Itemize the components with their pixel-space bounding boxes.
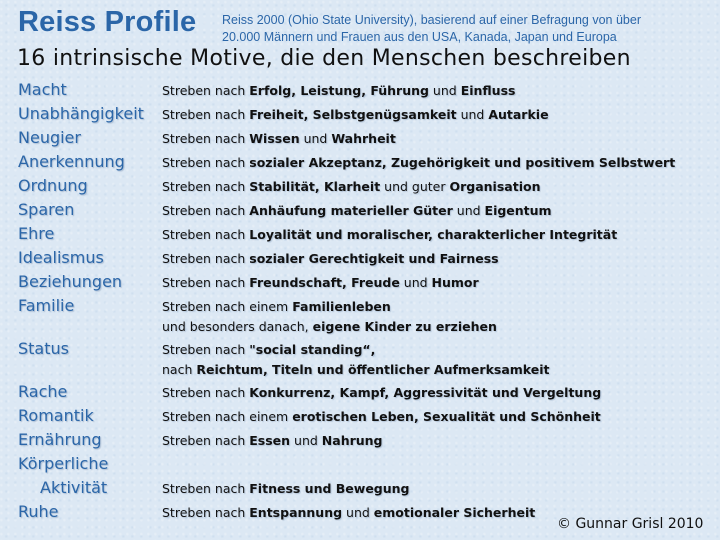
term-neugier: Neugier	[18, 128, 81, 147]
desc-emphasis-1: sozialer Akzeptanz, Zugehörigkeit und positivem Selbstwert	[249, 155, 676, 170]
desc-unabhaengigkeit	[162, 107, 549, 122]
term-status: Status	[18, 339, 69, 358]
term-ruhe: Ruhe	[18, 502, 59, 521]
term-idealismus: Idealismus	[18, 248, 104, 267]
desc-beziehungen	[162, 275, 479, 290]
desc-text-0: Streben nach	[162, 275, 250, 290]
desc-emphasis-1: Freundschaft, Freude	[249, 275, 400, 290]
desc-status-line-1	[162, 342, 375, 357]
source-line-1: Reiss 2000 (Ohio State University), basierend auf einer Befragung von über	[222, 13, 641, 27]
desc-emphasis-3: Organisation	[449, 179, 541, 194]
desc-ordnung	[162, 179, 540, 194]
desc-sparen	[162, 203, 552, 218]
desc-ernaehrung	[162, 433, 383, 448]
desc-text-0: Streben nach	[162, 385, 250, 400]
desc-text-2: und	[299, 131, 332, 146]
desc-text-2: und	[342, 505, 374, 520]
desc-text-0: Streben nach einem	[162, 409, 293, 424]
desc-ruhe	[162, 505, 535, 520]
desc-text-2: und	[456, 107, 489, 122]
desc-text-2: und guter	[380, 179, 450, 194]
desc-text-0: Streben nach	[162, 107, 250, 122]
desc-idealismus	[162, 251, 499, 266]
subtitle: 16 intrinsische Motive, die den Menschen beschreiben	[17, 46, 631, 71]
desc-familie-line-1	[162, 299, 391, 314]
desc-emphasis-1: eigene Kinder zu erziehen	[312, 319, 497, 334]
term-ordnung: Ordnung	[18, 176, 88, 195]
desc-emphasis-1: Freiheit, Selbstgenügsamkeit	[249, 107, 457, 122]
desc-text-0: Streben nach	[162, 342, 250, 357]
term-koerperliche: Körperliche	[18, 454, 109, 473]
desc-text-0: Streben nach	[162, 251, 250, 266]
desc-text-2: und	[428, 83, 461, 98]
desc-text-2: und	[399, 275, 432, 290]
desc-emphasis-3: Autarkie	[488, 107, 549, 122]
desc-emphasis-1: Anhäufung materieller Güter	[249, 203, 453, 218]
desc-familie-line-2	[162, 319, 497, 334]
page-title: Reiss Profile	[18, 6, 197, 38]
desc-emphasis-1: "social standing“,	[249, 342, 376, 357]
copyright-note: © Gunnar Grisl 2010	[557, 516, 704, 532]
desc-text-0: und besonders danach,	[162, 319, 313, 334]
term-aktivitaet: Aktivität	[40, 478, 108, 497]
term-ehre: Ehre	[18, 224, 55, 243]
desc-emphasis-1: Entspannung	[249, 505, 343, 520]
term-macht: Macht	[18, 80, 67, 99]
desc-emphasis-1: erotischen Leben, Sexualität und Schönheit	[292, 409, 601, 424]
desc-text-0: Streben nach	[162, 155, 250, 170]
desc-text-0: Streben nach	[162, 433, 250, 448]
desc-emphasis-1: Wissen	[249, 131, 300, 146]
desc-emphasis-3: Wahrheit	[331, 131, 396, 146]
desc-text-0: Streben nach	[162, 481, 250, 496]
term-ernaehrung: Ernährung	[18, 430, 102, 449]
desc-text-0: Streben nach	[162, 227, 250, 242]
desc-text-0: Streben nach	[162, 179, 250, 194]
desc-status-line-2	[162, 362, 550, 377]
desc-emphasis-3: emotionaler Sicherheit	[373, 505, 536, 520]
desc-text-0: nach	[162, 362, 197, 377]
desc-text-0: Streben nach	[162, 203, 250, 218]
term-sparen: Sparen	[18, 200, 75, 219]
desc-text-2: und	[290, 433, 322, 448]
term-beziehungen: Beziehungen	[18, 272, 123, 291]
term-anerkennung: Anerkennung	[18, 152, 125, 171]
term-unabhaengigkeit: Unabhängigkeit	[18, 104, 144, 123]
desc-text-0: Streben nach	[162, 83, 250, 98]
desc-anerkennung	[162, 155, 675, 170]
desc-emphasis-3: Nahrung	[321, 433, 383, 448]
source-note	[222, 12, 712, 46]
desc-koerperliche-aktivitaet	[162, 481, 410, 496]
desc-emphasis-1: Fitness und Bewegung	[249, 481, 410, 496]
desc-emphasis-1: sozialer Gerechtigkeit und Fairness	[249, 251, 499, 266]
term-familie: Familie	[18, 296, 75, 315]
source-line-2: 20.000 Männern und Frauen aus den USA, Kanada, Japan und Europa	[222, 30, 617, 44]
desc-rache	[162, 385, 601, 400]
desc-neugier	[162, 131, 396, 146]
desc-emphasis-3: Humor	[431, 275, 479, 290]
desc-emphasis-1: Familienleben	[292, 299, 391, 314]
desc-macht	[162, 83, 515, 98]
desc-text-0: Streben nach einem	[162, 299, 293, 314]
desc-ehre	[162, 227, 617, 242]
desc-emphasis-1: Erfolg, Leistung, Führung	[249, 83, 429, 98]
desc-text-2: und	[452, 203, 485, 218]
desc-emphasis-1: Essen	[249, 433, 291, 448]
desc-emphasis-1: Stabilität, Klarheit	[249, 179, 381, 194]
term-romantik: Romantik	[18, 406, 94, 425]
desc-emphasis-1: Reichtum, Titeln und öffentlicher Aufmerksamkeit	[196, 362, 550, 377]
desc-text-0: Streben nach	[162, 505, 250, 520]
desc-emphasis-3: Einfluss	[460, 83, 516, 98]
desc-emphasis-1: Loyalität und moralischer, charakterlicher Integrität	[249, 227, 618, 242]
desc-text-0: Streben nach	[162, 131, 250, 146]
desc-romantik	[162, 409, 601, 424]
desc-emphasis-1: Konkurrenz, Kampf, Aggressivität und Vergeltung	[249, 385, 602, 400]
term-rache: Rache	[18, 382, 68, 401]
desc-emphasis-3: Eigentum	[484, 203, 552, 218]
